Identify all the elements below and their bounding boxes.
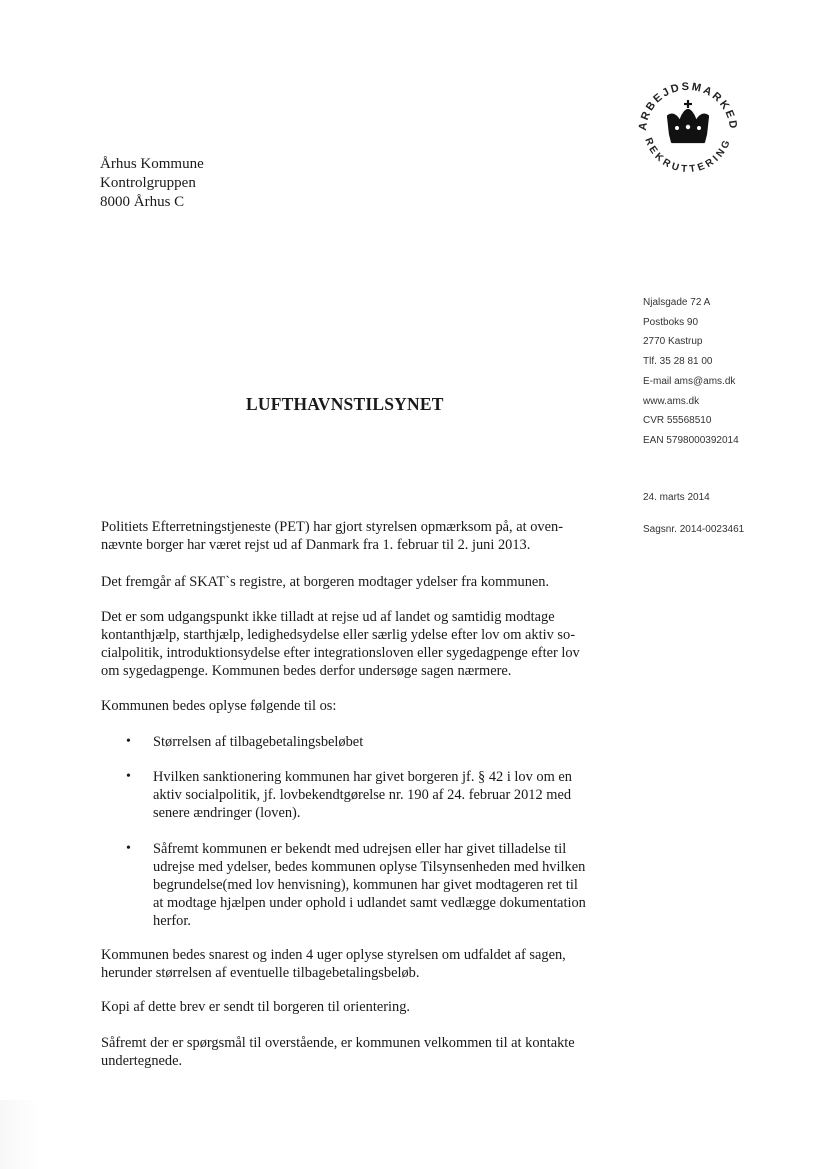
text-line: Størrelsen af tilbagebetalingsbeløbet — [153, 734, 364, 750]
sender-line: Postboks 90 — [643, 316, 699, 328]
text-line: herunder størrelsen af eventuelle tilbagebetalingsbeløb. — [101, 965, 420, 981]
paragraph — [101, 1034, 621, 1070]
recipient-address — [100, 155, 204, 212]
sender-info — [643, 293, 739, 451]
text-line: herfor. — [153, 913, 191, 929]
sender-phone: Tlf. 35 28 81 00 — [643, 356, 713, 368]
letter-title: LUFTHAVNSTILSYNET — [246, 394, 444, 414]
bullet-icon: • — [126, 734, 131, 749]
sender-website: www.ams.dk — [643, 395, 700, 407]
paragraph — [101, 946, 621, 982]
text-line: senere ændringer (loven). — [153, 805, 301, 821]
text-line: Såfremt der er spørgsmål til overstående, er kommunen velkommen til at kontakte — [101, 1035, 575, 1051]
bullet-icon: • — [126, 769, 131, 784]
sender-ean: EAN 5798000392014 — [643, 434, 739, 446]
text-line: at modtage hjælpen under ophold i udlandet samt vedlægge dokumentation — [153, 895, 586, 911]
list-item — [153, 840, 623, 930]
arbejdsmarked-rekruttering-logo — [632, 72, 744, 184]
list-item — [153, 733, 623, 751]
text-line: Det fremgår af SKAT`s registre, at borgeren modtager ydelser fra kommunen. — [101, 574, 550, 590]
case-number: Sagsnr. 2014-0023461 — [643, 524, 745, 535]
letter-date: 24. marts 2014 — [643, 492, 710, 503]
recipient-line: Århus Kommune — [100, 156, 204, 172]
recipient-line: 8000 Århus C — [100, 194, 185, 210]
list-item — [153, 768, 623, 822]
text-line: aktiv socialpolitik, jf. lovbekendtgørelse nr. 190 af 24. februar 2012 med — [153, 787, 572, 803]
text-line: Kommunen bedes snarest og inden 4 uger oplyse styrelsen om udfaldet af sagen, — [101, 947, 566, 963]
sender-cvr: CVR 55568510 — [643, 415, 712, 427]
paragraph — [101, 518, 621, 554]
sender-email: E-mail ams@ams.dk — [643, 375, 736, 387]
text-line: kontanthjælp, starthjælp, ledighedsydelse eller særlig ydelse efter lov om aktiv so- — [101, 627, 576, 643]
text-line: Såfremt kommunen er bekendt med udrejsen eller har givet tilladelse til — [153, 841, 567, 857]
text-line: Kommunen bedes oplyse følgende til os: — [101, 698, 337, 714]
recipient-line: Kontrolgruppen — [100, 175, 196, 191]
text-line: udrejse med ydelser, bedes kommunen oplyse Tilsynsenheden med hvilken — [153, 859, 586, 875]
svg-text:ARBEJDSMARKED: ARBEJDSMARKED — [636, 80, 740, 132]
svg-text:REKRUTTERING: REKRUTTERING — [642, 136, 734, 176]
bullet-icon: • — [126, 841, 131, 856]
paragraph — [101, 608, 621, 680]
text-line: Hvilken sanktionering kommunen har givet borgeren jf. § 42 i lov om en — [153, 769, 572, 785]
scan-shadow — [0, 1100, 40, 1169]
text-line: om sygedagpenge. Kommunen bedes derfor undersøge sagen nærmere. — [101, 663, 512, 679]
text-line: Det er som udgangspunkt ikke tilladt at rejse ud af landet og samtidig modtage — [101, 609, 555, 625]
sender-line: 2770 Kastrup — [643, 336, 703, 348]
text-line: cialpolitik, introduktionsydelse efter integrationsloven eller sygedagpenge efter lov — [101, 645, 580, 661]
text-line: begrundelse(med lov henvisning), kommunen har givet modtageren ret til — [153, 877, 578, 893]
text-line: nævnte borger har været rejst ud af Danmark fra 1. februar til 2. juni 2013. — [101, 537, 531, 553]
paragraph — [101, 697, 621, 715]
text-line: undertegnede. — [101, 1053, 183, 1069]
paragraph — [101, 998, 621, 1016]
crown-icon — [668, 100, 708, 142]
paragraph — [101, 573, 621, 591]
text-line: Kopi af dette brev er sendt til borgeren til orientering. — [101, 999, 411, 1015]
text-line: Politiets Efterretningstjeneste (PET) har gjort styrelsen opmærksom på, at oven- — [101, 519, 563, 535]
sender-line: Njalsgade 72 A — [643, 297, 711, 308]
